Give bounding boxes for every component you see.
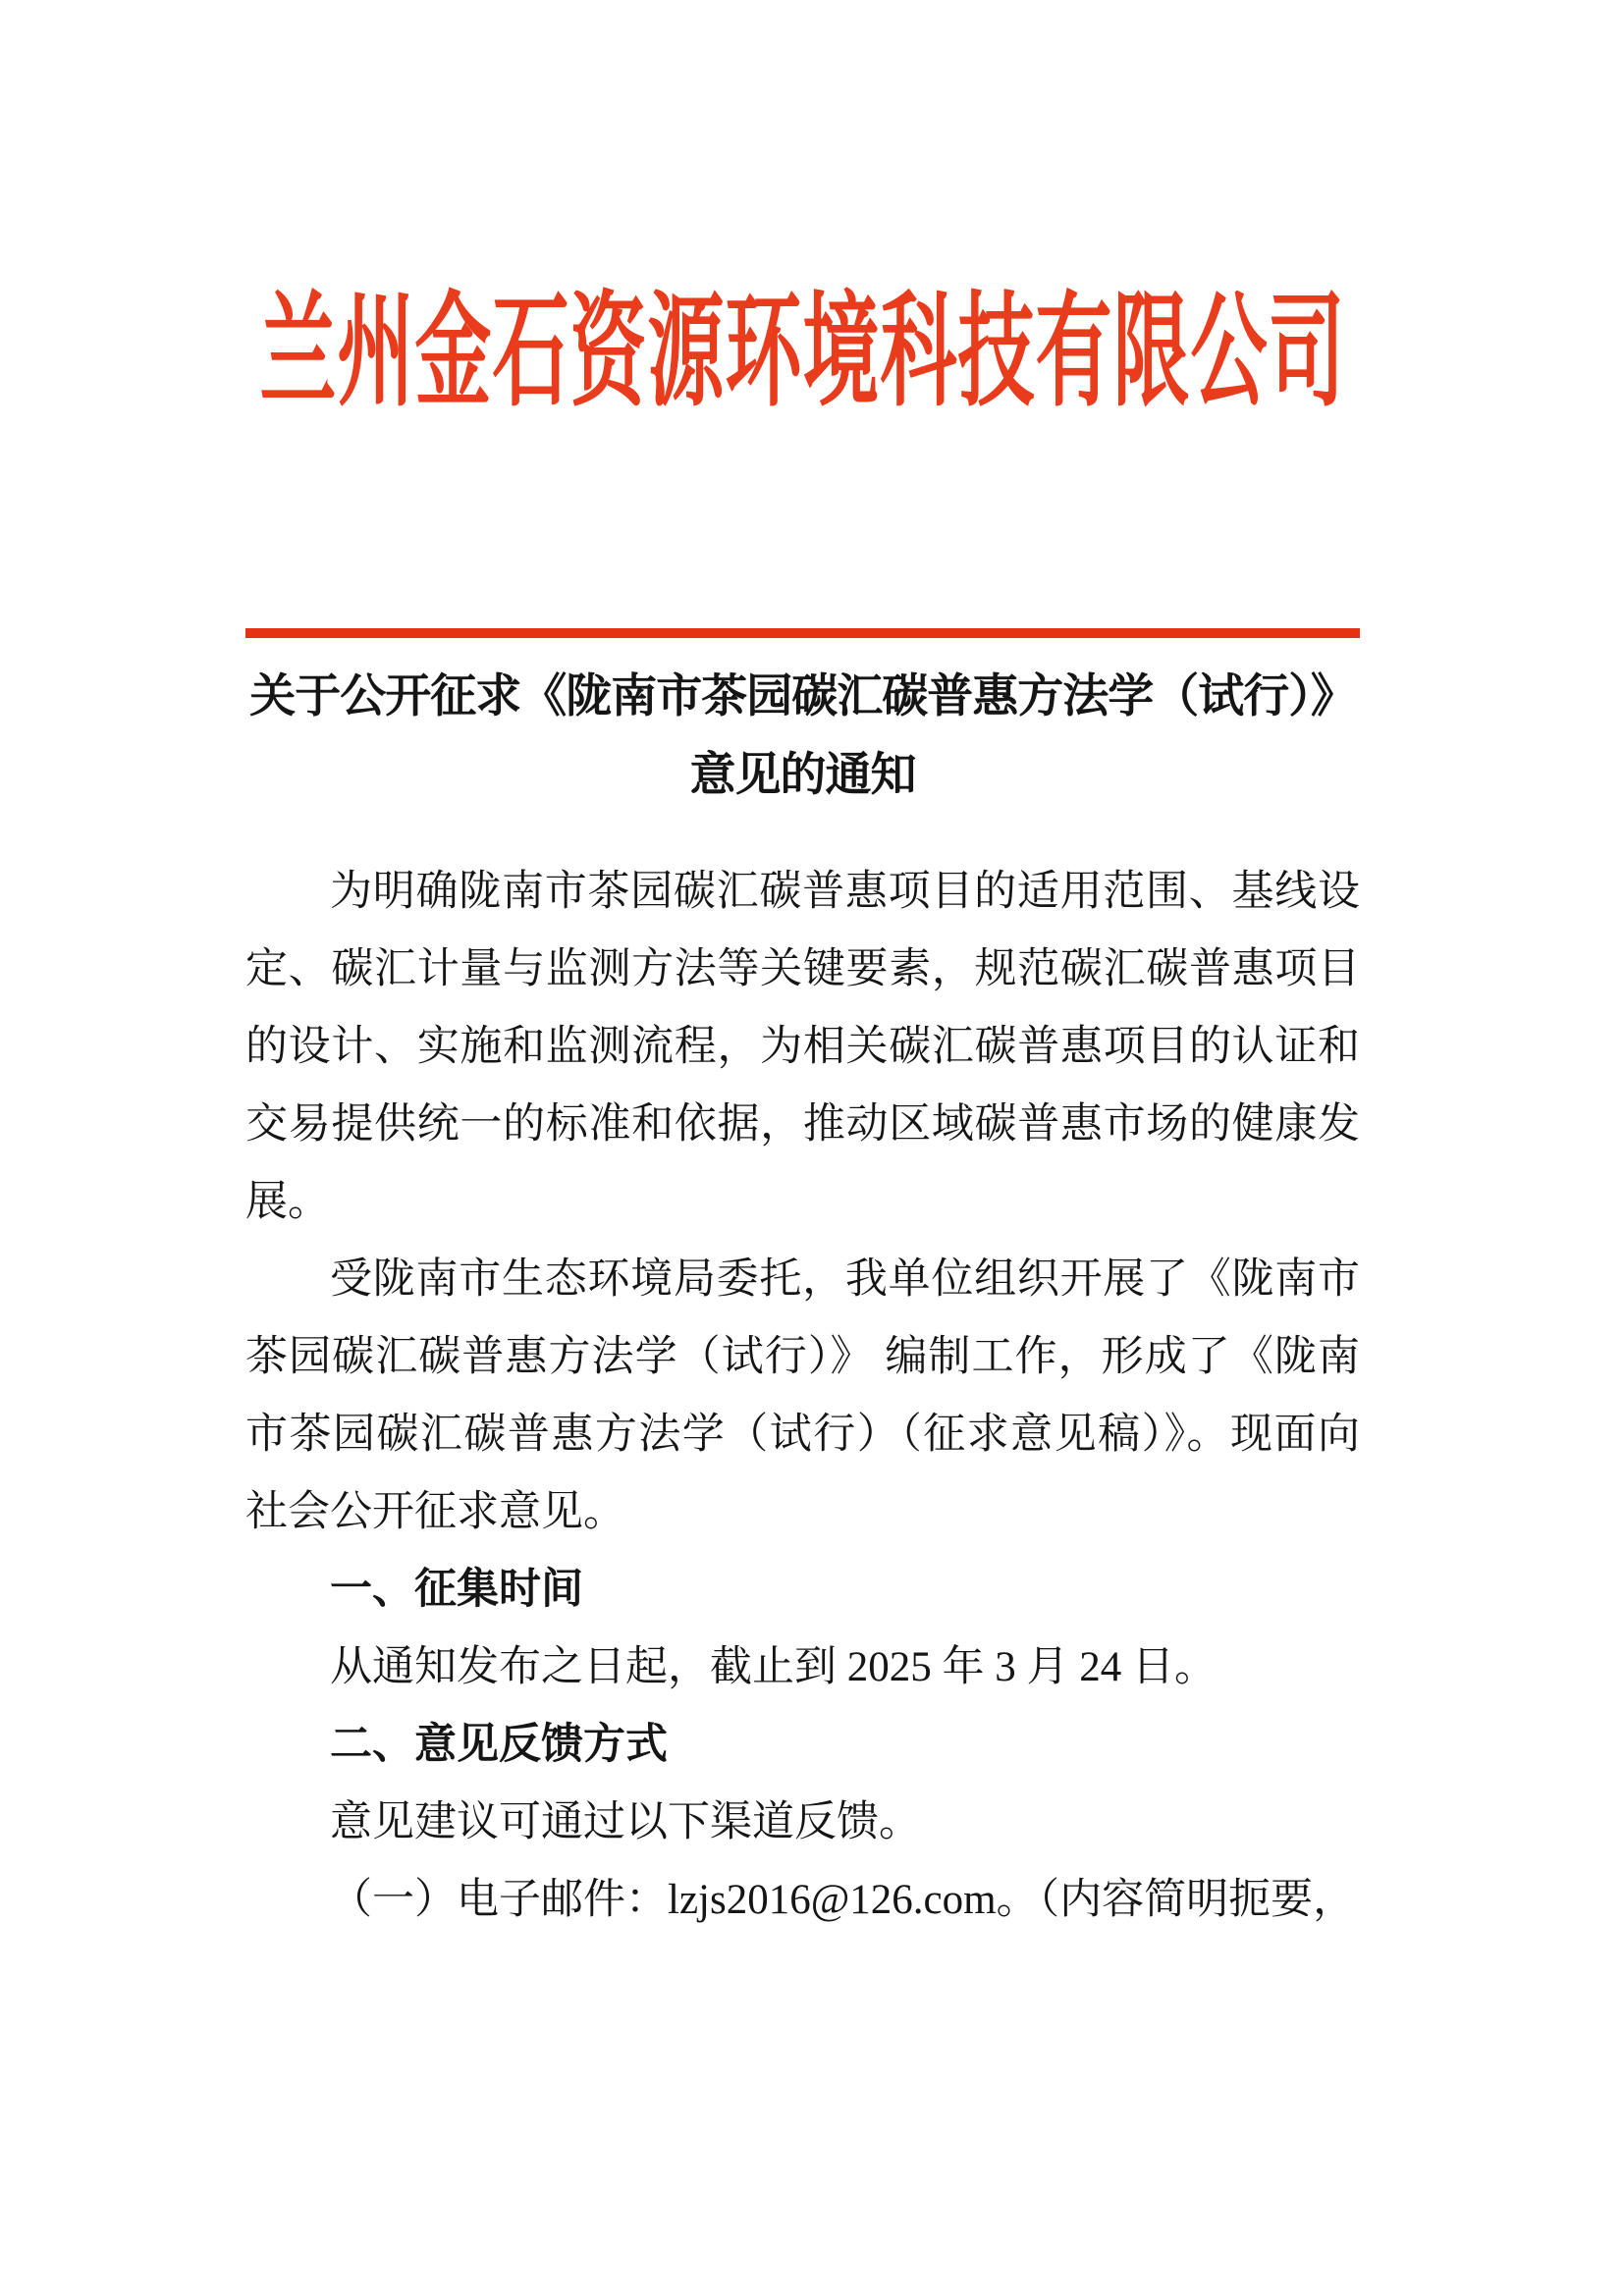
feedback-email-prefix: （一）电子邮件： — [330, 1877, 668, 1923]
paragraph-background: 受陇南市生态环境局委托，我单位组织开展了《陇南市茶园碳汇碳普惠方法学（试行）》 编制工作，形成了《陇南市茶园碳汇碳普惠方法学（试行）（征求意见稿）》。现面向社会公开征求意见。 — [245, 1256, 1360, 1535]
section-heading-feedback-method: 二、意见反馈方式 — [330, 1721, 668, 1768]
notice-body — [245, 853, 1360, 1939]
company-name: 兰州金石资源环境科技有限公司 — [259, 282, 1346, 421]
paragraph-deadline: 从通知发布之日起，截止到 2025 年 3 月 24 日。 — [330, 1644, 1217, 1690]
letterhead — [245, 282, 1360, 421]
paragraph-purpose: 为明确陇南市茶园碳汇碳普惠项目的适用范围、基线设定、碳汇计量与监测方法等关键要素，规范碳汇碳普惠项目的设计、实施和监测流程，为相关碳汇碳普惠项目的认证和交易提供统一的标准和依据，推动区域碳普惠市场的健康发展。 — [245, 869, 1360, 1225]
notice-title-line1: 关于公开征求《陇南市茶园碳汇碳普惠方法学（试行）》 — [249, 671, 1356, 722]
letterhead-divider — [245, 628, 1360, 638]
feedback-email-suffix: 。（内容简明扼要， — [996, 1877, 1356, 1923]
notice-title-line2: 意见的通知 — [689, 750, 916, 801]
section-heading-collection-time: 一、征集时间 — [330, 1566, 583, 1613]
feedback-email-address: lzjs2016@126.com — [668, 1877, 997, 1923]
notice-title — [245, 658, 1360, 815]
paragraph-feedback-email-line — [245, 1861, 1360, 1939]
content-column — [245, 282, 1360, 1939]
paragraph-feedback-intro: 意见建议可通过以下渠道反馈。 — [330, 1799, 921, 1845]
